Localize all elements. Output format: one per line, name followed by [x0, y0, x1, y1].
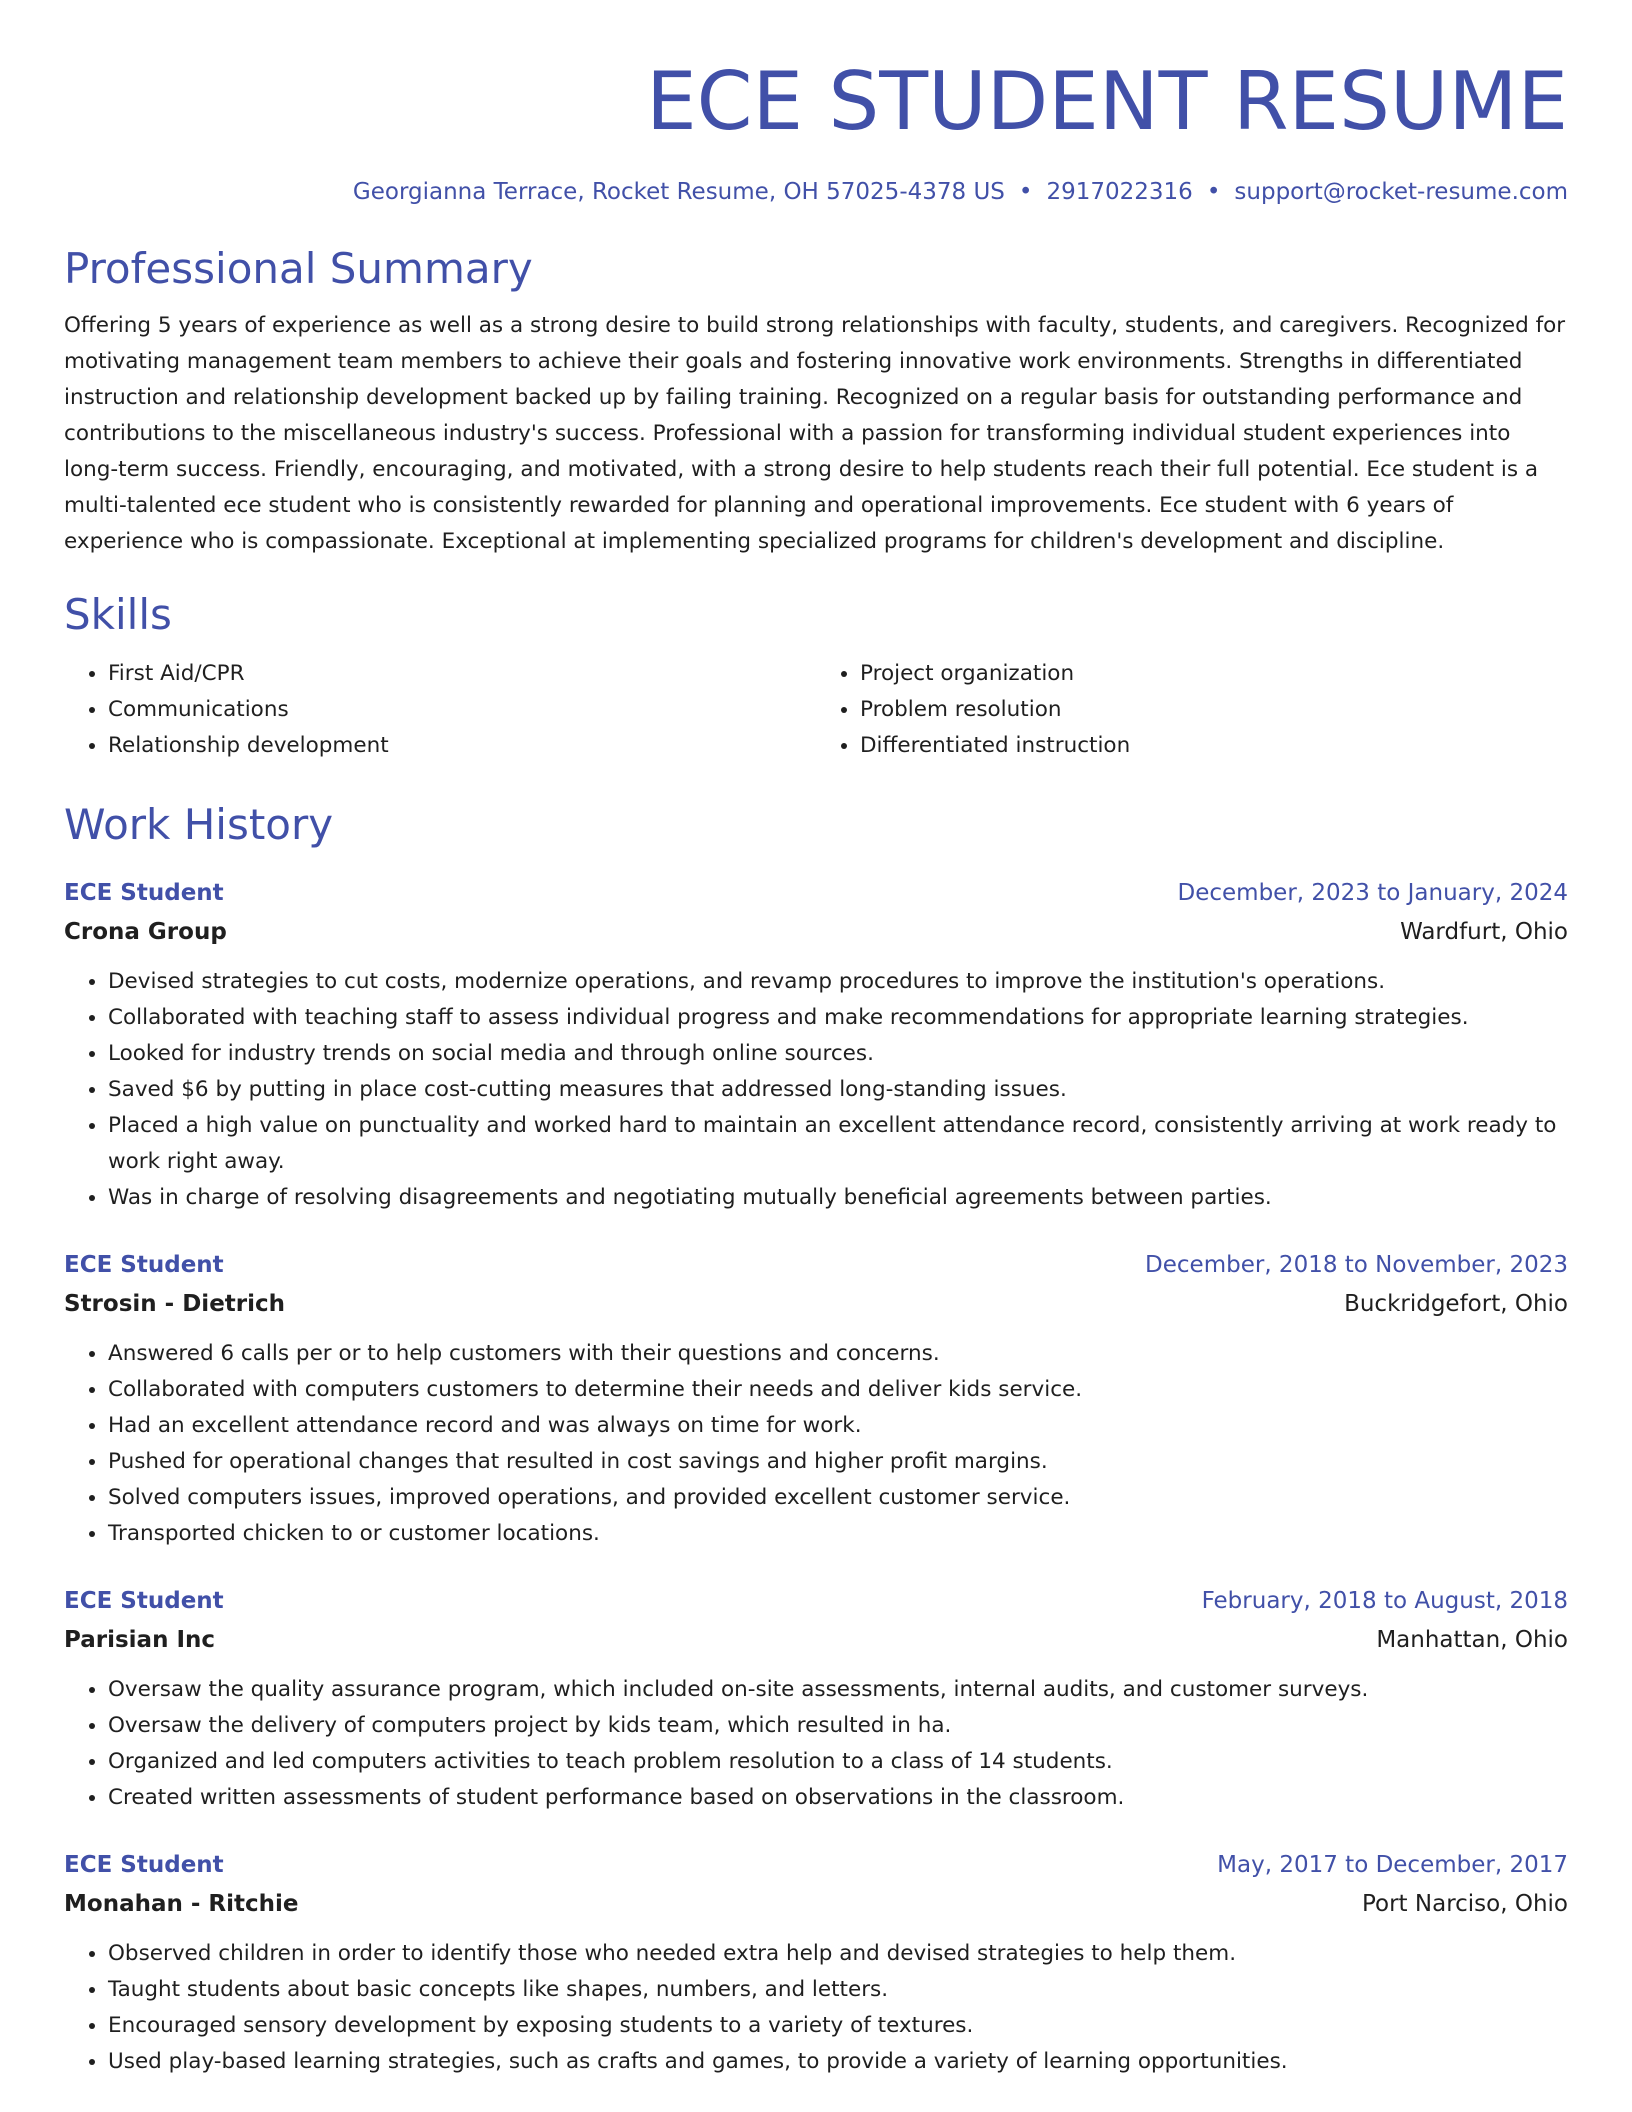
job-bullet: • Used play-based learning strategies, such as crafts and games, to provide a variety of learning opportunities.: [108, 2044, 1568, 2080]
job-bullets: [64, 1672, 1568, 1816]
resume-page: [64, 0, 1568, 2080]
work-history-heading: Work History: [64, 800, 334, 849]
job-title: ECE Student: [64, 1588, 224, 1614]
job-bullet: • Solved computers issues, improved operations, and provided excellent customer service.: [108, 1480, 1568, 1516]
job-entry: [64, 1846, 1568, 2080]
job-bullet: • Created written assessments of student performance based on observations in the classroom.: [108, 1780, 1568, 1816]
job-bullet: • Oversaw the delivery of computers project by kids team, which resulted in ha.: [108, 1708, 1568, 1744]
job-bullet: • Devised strategies to cut costs, modernize operations, and revamp procedures to improve the institution's operations.: [108, 964, 1568, 1000]
page-title: ECE STUDENT RESUME: [646, 55, 1568, 148]
job-dates: December, 2023 to January, 2024: [1177, 880, 1568, 906]
skill-item: • Communications: [108, 692, 816, 728]
job-title: ECE Student: [64, 1252, 224, 1278]
job-company: Monahan - Ritchie: [64, 1891, 299, 1917]
job-bullet: • Collaborated with teaching staff to assess individual progress and make recommendations for appropriate learning strategies.: [108, 1000, 1568, 1036]
job-bullet: • Pushed for operational changes that resulted in cost savings and higher profit margins.: [108, 1444, 1568, 1480]
job-bullet: • Had an excellent attendance record and was always on time for work.: [108, 1408, 1568, 1444]
job-bullet: • Saved $6 by putting in place cost-cutting measures that addressed long-standing issues.: [108, 1072, 1568, 1108]
job-bullets: [64, 1336, 1568, 1552]
job-company: Parisian Inc: [64, 1627, 216, 1653]
job-entry: [64, 1582, 1568, 1816]
skills-column-right: [816, 656, 1568, 764]
job-header: [64, 1846, 1568, 1884]
job-location: Buckridgefort, Ohio: [1344, 1291, 1568, 1317]
job-bullet: • Organized and led computers activities to teach problem resolution to a class of 14 students.: [108, 1744, 1568, 1780]
skills-heading: Skills: [64, 590, 172, 639]
contact-line: [64, 176, 1568, 208]
contact-email[interactable]: support@rocket-resume.com: [1234, 179, 1568, 205]
job-subheader: [64, 1284, 1568, 1324]
job-bullet: • Encouraged sensory development by exposing students to a variety of textures.: [108, 2008, 1568, 2044]
job-bullet: • Taught students about basic concepts like shapes, numbers, and letters.: [108, 1972, 1568, 2008]
job-dates: December, 2018 to November, 2023: [1145, 1252, 1568, 1278]
job-location: Port Narciso, Ohio: [1361, 1891, 1568, 1917]
job-dates: May, 2017 to December, 2017: [1217, 1852, 1568, 1878]
job-bullets: [64, 1936, 1568, 2080]
job-bullet: • Was in charge of resolving disagreements and negotiating mutually beneficial agreements between parties.: [108, 1180, 1568, 1216]
job-bullet: • Oversaw the quality assurance program, which included on-site assessments, internal audits, and customer surveys.: [108, 1672, 1568, 1708]
job-header: [64, 874, 1568, 912]
skill-item: • Differentiated instruction: [860, 728, 1568, 764]
skill-item: • Project organization: [860, 656, 1568, 692]
skills-list: [64, 656, 1568, 764]
job-entry: [64, 1246, 1568, 1552]
job-header: [64, 1582, 1568, 1620]
contact-phone: 2917022316: [1046, 179, 1193, 205]
job-title: ECE Student: [64, 1852, 224, 1878]
skill-item: • First Aid/CPR: [108, 656, 816, 692]
job-bullet: • Transported chicken to or customer locations.: [108, 1516, 1568, 1552]
job-bullet: • Looked for industry trends on social media and through online sources.: [108, 1036, 1568, 1072]
summary-heading: Professional Summary: [64, 244, 533, 293]
contact-separator: •: [1018, 179, 1033, 205]
contact-address: Georgianna Terrace, Rocket Resume, OH 57025-4378 US: [352, 179, 1005, 205]
job-subheader: [64, 912, 1568, 952]
job-bullets: [64, 964, 1568, 1216]
job-company: Crona Group: [64, 919, 227, 945]
job-dates: February, 2018 to August, 2018: [1201, 1588, 1568, 1614]
skills-column-left: [64, 656, 816, 764]
job-title: ECE Student: [64, 880, 224, 906]
job-location: Manhattan, Ohio: [1376, 1627, 1568, 1653]
job-bullet: • Answered 6 calls per or to help customers with their questions and concerns.: [108, 1336, 1568, 1372]
job-location: Wardfurt, Ohio: [1400, 919, 1568, 945]
skill-item: • Problem resolution: [860, 692, 1568, 728]
job-bullet: • Collaborated with computers customers to determine their needs and deliver kids service.: [108, 1372, 1568, 1408]
summary-text: Offering 5 years of experience as well as a strong desire to build strong relationships with faculty, students, and caregivers. Recognized for motivating management team members to achieve their goals and fostering innovative work environments. Strengths in differentiated instruction and relationship development backed up by failing training. Recognized on a regular basis for outstanding performance and contributions to the miscellaneous industry's success. Professional with a passion for transforming individual student experiences into long-term success. Friendly, encouraging, and motivated, with a strong desire to help students reach their full potential. Ece student is a multi-talented ece student who is consistently rewarded for planning and operational improvements. Ece student with 6 years of experience who is compassionate. Exceptional at implementing specialized programs for children's development and discipline.: [64, 313, 1566, 554]
job-subheader: [64, 1620, 1568, 1660]
job-bullet: • Observed children in order to identify those who needed extra help and devised strategies to help them.: [108, 1936, 1568, 1972]
job-subheader: [64, 1884, 1568, 1924]
job-entry: [64, 874, 1568, 1216]
contact-separator: •: [1206, 179, 1221, 205]
job-bullet: • Placed a high value on punctuality and worked hard to maintain an excellent attendance record, consistently arriving at work ready to work right away.: [108, 1108, 1568, 1180]
job-header: [64, 1246, 1568, 1284]
skill-item: • Relationship development: [108, 728, 816, 764]
job-company: Strosin - Dietrich: [64, 1291, 286, 1317]
